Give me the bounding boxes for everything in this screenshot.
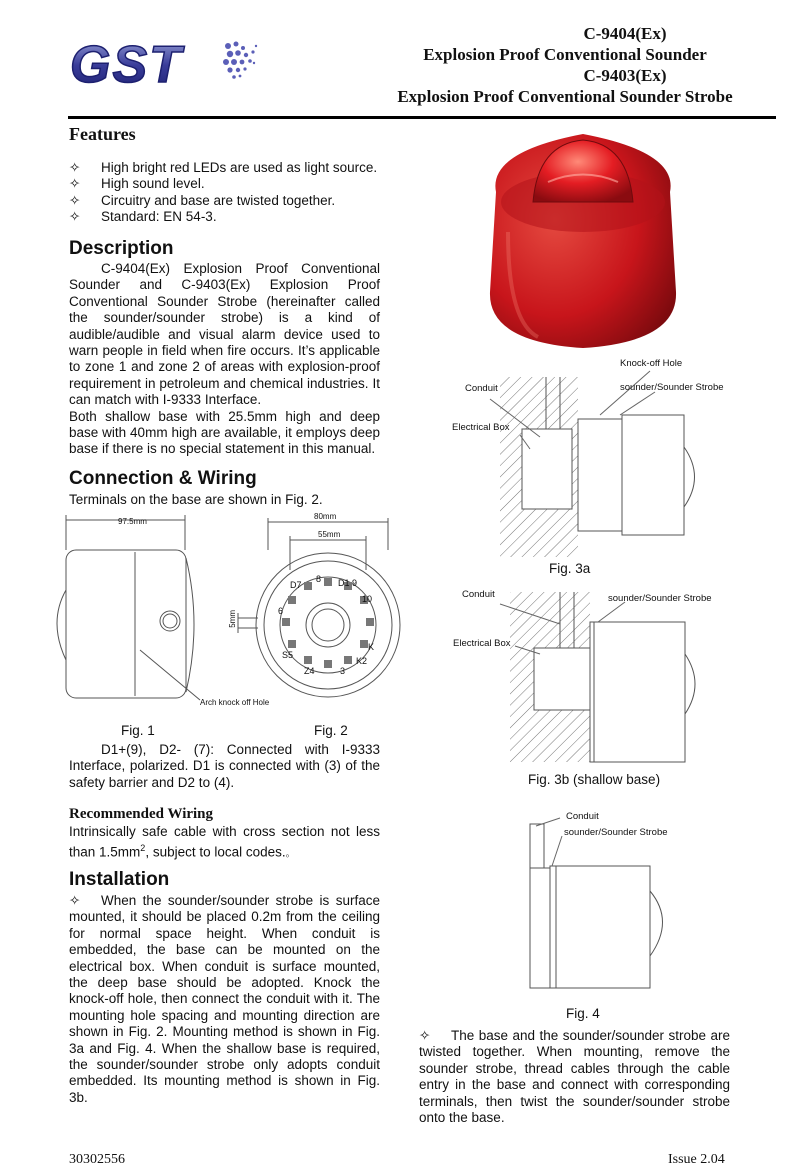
header-title [340,23,790,107]
description-heading: Description [69,238,174,259]
installation-heading: Installation [69,869,170,890]
bullet-icon: ✧ [69,192,81,208]
connection-intro: Terminals on the base are shown in Fig. 2. [69,492,323,507]
figure-label: sounder/Sounder Strobe [564,827,668,838]
terminal-label: Z4 [304,666,315,676]
features-list [69,160,389,226]
figure-3a [450,357,740,557]
bullet-icon: ✧ [69,176,81,192]
figure-label: Conduit [462,589,495,600]
terminal-label: 10 [362,594,373,604]
figure-label: Arch knock off Hole [200,698,270,707]
header-title-line: C-9404(Ex) [583,24,667,43]
logo-text: GST [70,36,183,92]
list-item: ✧ High sound level. [69,176,205,192]
installation-text: ✧ When the sounder/sounder strobe is surface mounted, it should be placed 0.2m from the ceiling for normal space height. When conduit is embedded, the base can be mounted on the electrical box. When conduit is surface mounted, the deep base should be adopted. Knock the knock-off hole, then connect the conduit with it. The mounting hole spacing and mounting direction are shown in Fig. 2. Mounting method is shown in Fig. 3a and Fig. 4. When the shallow base is required, the sounder/sounder strobe only adopts conduit embedded. Its mounting method is shown in Fig. 3b. [69,893,380,1105]
bullet-icon: ✧ [69,209,81,225]
terminal-label: D7 [290,580,302,590]
figure-label: sounder/Sounder Strobe [608,593,712,604]
figure-caption: Fig. 2 [314,723,348,738]
dimension-label: 55mm [318,530,341,539]
figure-4 [500,806,720,991]
connection-heading: Connection & Wiring [69,468,257,489]
description-paragraph: C-9404(Ex) Explosion Proof Conventional Sounder and C-9403(Ex) Explosion Proof Conventional Sounder Strobe (hereinafter called the sounder/sounder strobe) is a kind of audible/audible and visual alarm device used to warn people in field when fire occurs. It’s applicable to zone 1 and zone 2 of areas with explosion-proof requirement in petroleum and chemical industries. It can match with I-9333 Interface. [69,261,380,408]
figure-label: Conduit [566,811,599,822]
figure-caption: Fig. 1 [121,723,155,738]
terminal-label: 3 [340,666,346,676]
superscript: 2 [140,843,146,854]
features-heading: Features [69,124,136,144]
figure-caption: Fig. 4 [566,1006,600,1021]
figure-2 [228,510,408,700]
bullet-icon: ✧ [69,893,81,908]
dimension-label: 5mm [228,610,237,628]
figure-label: Knock-off Hole [620,358,683,369]
header-title-line: C-9403(Ex) [583,66,667,85]
terminal-label: K2 [356,656,368,666]
terminal-label: K [368,642,375,652]
product-photo [478,122,688,352]
bullet-icon: ✧ [69,160,81,175]
list-item: ✧ High bright red LEDs are used as light source. [69,160,378,175]
figure-3b [450,584,740,764]
terminal-label: D1 9 [338,578,358,588]
figure-label: sounder/Sounder Strobe [620,382,724,393]
terminal-label: 8 [316,574,322,584]
terminal-label: 6 [278,606,284,616]
header-title-line: Explosion Proof Conventional Sounder Strobe [397,87,733,106]
list-item: ✧ Circuitry and base are twisted together. [69,192,336,208]
twist-note: ✧ The base and the sounder/sounder strobe are twisted together. When mounting, remove the sounder strobe, thread cables through the cable entry in the base and connect with corresponding terminals, then twist the sounder/sounder strobe onto the base. [419,1028,730,1126]
recommended-text: Intrinsically safe cable with cross section not less than $1.5mm^2$, subject to local codes.。 [69,824,380,860]
dimension-label: 80mm [314,512,337,521]
dimension-label: 97.5mm [118,517,147,526]
header-rule [68,116,776,119]
list-item: ✧ Standard: EN 54-3. [69,209,217,225]
description-text [69,261,380,458]
terminal-label: S5 [282,650,294,660]
figure-label: Electrical Box [452,422,510,433]
bullet-icon: ✧ [419,1028,431,1043]
figure-caption: Fig. 3b (shallow base) [528,772,661,787]
figure-caption: Fig. 3a [549,561,591,576]
figure-label: Conduit [465,383,498,394]
document-code: 30302556 [69,1152,125,1167]
header-title-line: Explosion Proof Conventional Sounder [423,45,707,64]
brand-logo [68,32,268,92]
issue-number: Issue 2.04 [668,1152,725,1167]
description-paragraph: Both shallow base with 25.5mm high and deep base with 40mm high are available, it employs deep base if there is no special statement in this manual. [69,408,380,457]
connection-text: D1+(9), D2- (7): Connected with I-9333 Interface, polarized. D1 is connected with (3) of the safety barrier and D2 to (4). [69,742,380,790]
recommended-heading: Recommended Wiring [69,806,214,822]
figure-label: Electrical Box [453,638,511,649]
